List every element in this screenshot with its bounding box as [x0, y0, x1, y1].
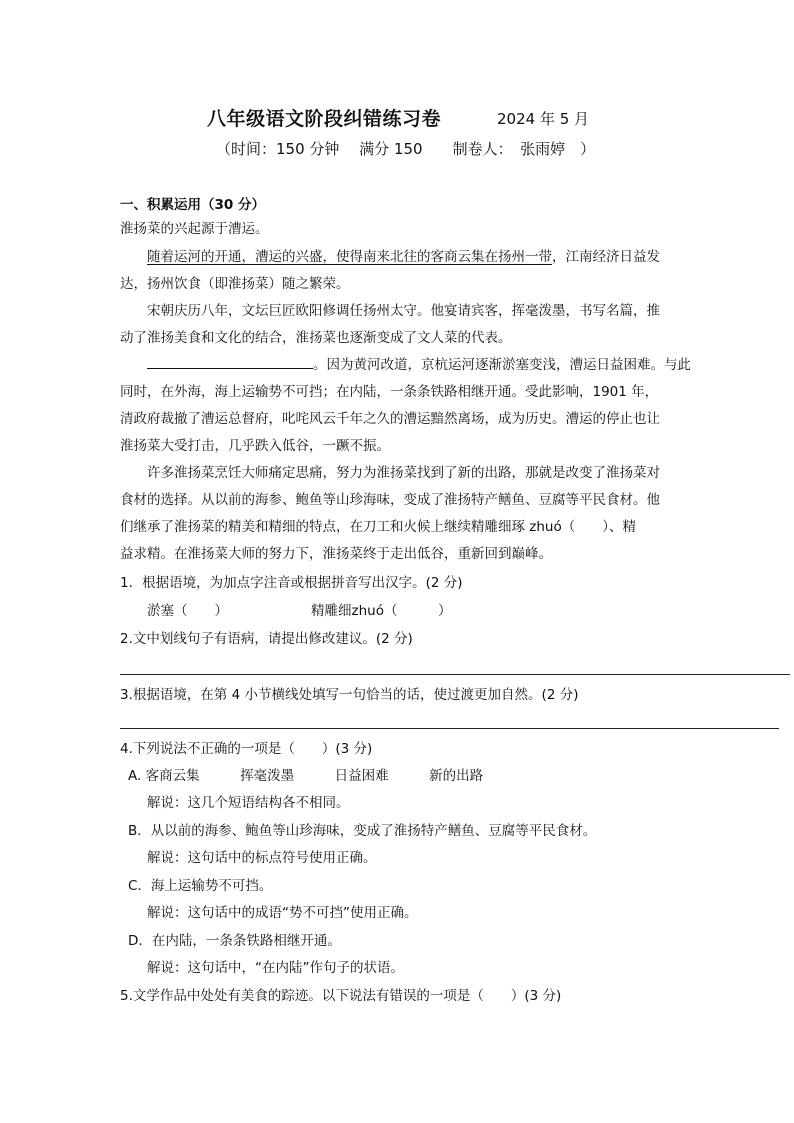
- question-4-option-b-explain: 解说：这句话中的标点符号使用正确。: [147, 850, 377, 866]
- passage-p4-line3: 们继承了淮扬菜的精美和精细的特点，在刀工和火候上继续精雕细琢 zhuó（ ）、精: [120, 519, 636, 535]
- passage-p2-line2: 动了淮扬美食和文化的结合，淮扬菜也逐渐变成了文人菜的代表。: [120, 330, 512, 346]
- passage-p4-line1: 许多淮扬菜烹饪大师痛定思痛，努力为淮扬菜找到了新的出路，那就是改变了淮扬菜对: [147, 465, 660, 481]
- passage-p1-line1: [147, 244, 660, 271]
- question-2: 2.文中划线句子有语病，请提出修改建议。(2 分): [120, 631, 413, 647]
- passage-p3-line1: [147, 352, 691, 379]
- passage-p4-line4: 益求精。在淮扬菜大师的努力下，淮扬菜终于走出低谷，重新回到巅峰。: [120, 546, 552, 562]
- question-1-item-a: 淤塞（ ）: [147, 603, 228, 619]
- question-3: 3.根据语境，在第 4 小节横线处填写一句恰当的话，使过渡更加自然。(2 分): [120, 687, 579, 703]
- question-4-option-d-explain: 解说：这句话中，“在内陆”作句子的状语。: [147, 960, 404, 976]
- answer-line-q3[interactable]: [120, 728, 779, 729]
- question-4-option-c-explain: 解说：这句话中的成语“势不可挡”使用正确。: [147, 905, 418, 921]
- question-4: 4.下列说法不正确的一项是（ ）(3 分): [120, 741, 373, 757]
- passage-p3-line2: 同时，在外海，海上运输势不可挡；在内陆，一条条铁路相继开通。受此影响，1901 年，: [120, 384, 659, 400]
- underlined-sentence: 随着运河的开通，漕运的兴盛，使得南来北往的客商云集在扬州一带: [147, 249, 552, 265]
- question-4-option-b: B．从以前的海参、鲍鱼等山珍海味，变成了淮扬特产鳝鱼、豆腐等平民食材。: [128, 823, 597, 839]
- passage-p2-line1: 宋朝庆历八年，文坛巨匠欧阳修调任扬州太守。他宴请宾客，挥毫泼墨，书写名篇，推: [147, 303, 660, 319]
- question-4-option-d: D．在内陆，一条条铁路相继开通。: [128, 933, 341, 949]
- exam-title: 八年级语文阶段纠错练习卷: [207, 108, 442, 130]
- passage-intro: 淮扬菜的兴起源于漕运。: [120, 221, 269, 237]
- question-4-option-a-explain: 解说：这几个短语结构各不相同。: [147, 795, 350, 811]
- passage-p3-line3: 清政府裁撤了漕运总督府，叱咤风云千年之久的漕运黯然离场，成为历史。漕运的停止也让: [120, 411, 660, 427]
- exam-date: 2024 年 5 月: [497, 110, 590, 128]
- p1-rest: ，江南经济日益发: [552, 249, 660, 265]
- passage-p3-line4: 淮扬菜大受打击，几乎跌入低谷，一蹶不振。: [120, 438, 390, 454]
- answer-line-q2[interactable]: [120, 674, 790, 675]
- question-1: 1．根据语境，为加点字注音或根据拼音写出汉字。(2 分): [120, 575, 463, 591]
- passage-p4-line2: 食材的选择。从以前的海参、鲍鱼等山珍海味，变成了淮扬特产鳝鱼、豆腐等平民食材。他: [120, 492, 660, 508]
- question-5: 5.文学作品中处处有美食的踪迹。以下说法有错误的一项是（ ）(3 分): [120, 988, 562, 1004]
- question-1-item-b: 精雕细zhuó（ ）: [311, 603, 452, 619]
- passage-p1-line2: 达，扬州饮食（即淮扬菜）随之繁荣。: [120, 276, 350, 292]
- p3-line1-text: 。因为黄河改道，京杭运河逐渐淤塞变浅，漕运日益困难。与此: [313, 357, 691, 373]
- exam-info: （时间：150 分钟 满分 150 制卷人： 张雨婷 ）: [216, 140, 596, 158]
- fill-blank-line[interactable]: [147, 354, 313, 369]
- question-4-option-c: C．海上运输势不可挡。: [128, 878, 273, 894]
- question-4-option-a: A. 客商云集 挥毫泼墨 日益困难 新的出路: [128, 768, 484, 784]
- section-heading: 一、积累运用（30 分）: [120, 197, 265, 213]
